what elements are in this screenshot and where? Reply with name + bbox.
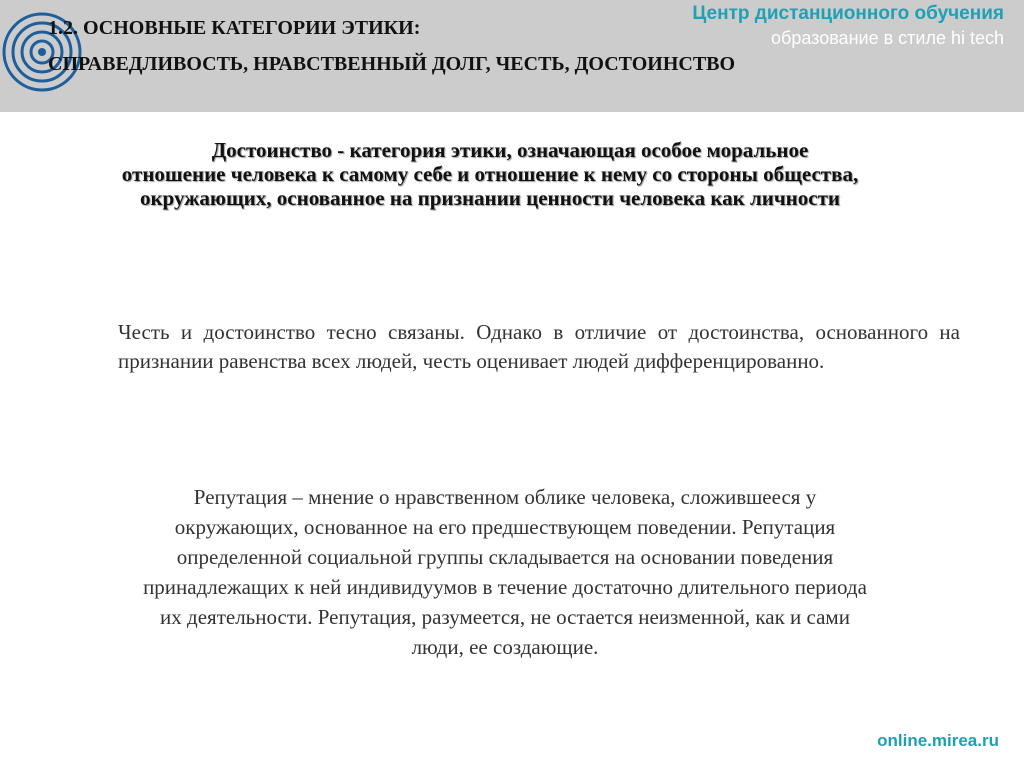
brand-slogan: образование в стиле hi tech bbox=[771, 28, 1004, 48]
title-line-1: 1.2. ОСНОВНЫЕ КАТЕГОРИИ ЭТИКИ: bbox=[48, 17, 421, 39]
reputation-paragraph: Репутация – мнение о нравственном облике человека, сложившееся у окружающих, основанное на его предшествующем поведении. Репутация определенной социальной группы складывается на основании поведения принадлежащих к ней индивидуумов в течение достаточно длительного периода их деятельности. Репутация, разумеется, не остается неизменной, как и сами люди, ее создающие. bbox=[143, 485, 867, 659]
definition-text: Достоинство - категория этики, означающая особое моральное отношение человека к самому себе и отношение к нему со стороны общества, окружающих, основанное на признании ценности человека как личности bbox=[121, 138, 859, 210]
brand-block bbox=[692, 2, 1004, 50]
dignity-definition bbox=[120, 138, 860, 210]
title-line-2: СПРАВЕДЛИВОСТЬ, НРАВСТВЕННЫЙ ДОЛГ, ЧЕСТЬ, ДОСТОИНСТВО bbox=[48, 53, 736, 75]
honor-paragraph: Честь и достоинство тесно связаны. Однако в отличие от достоинства, основанного на признании равенства всех людей, честь оценивает людей дифференцированно. bbox=[118, 320, 960, 373]
page-title bbox=[48, 16, 768, 76]
header-band bbox=[0, 0, 1024, 112]
site-link[interactable]: online.mirea.ru bbox=[877, 731, 999, 750]
brand-name: Центр дистанционного обучения bbox=[692, 3, 1004, 24]
